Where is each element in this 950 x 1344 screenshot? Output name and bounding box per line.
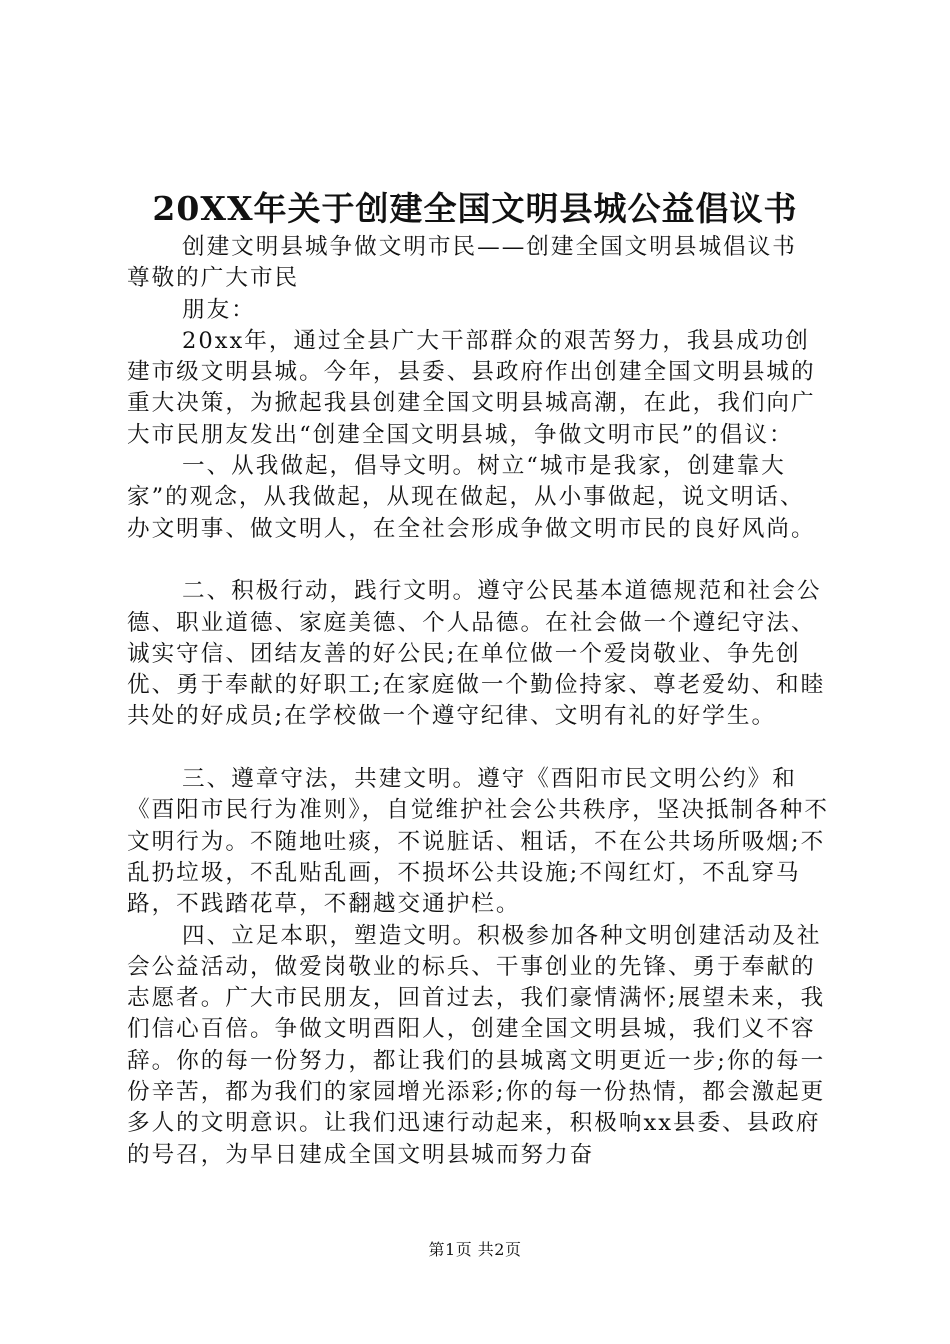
- paragraph-intro: 20xx年，通过全县广大干部群众的艰苦努力，我县成功创建市级文明县城。今年，县委、县政府作出创建全国文明县城的重大决策，为掀起我县创建全国文明县城高潮，在此，我们向广大市民朋友发出“创建全国文明县城，争做文明市民”的倡议：: [127, 327, 816, 448]
- salutation-line-1: 尊敬的广大市民: [127, 265, 300, 292]
- paragraph-item-2: 二、积极行动，践行文明。遵守公民基本道德规范和社会公德、职业道德、家庭美德、个人品德。在社会做一个遵纪守法、诚实守信、团结友善的好公民;在单位做一个爱岗敬业、争先创优、勇于奉献的好职工;在家庭做一个勤俭持家、尊老爱幼、和睦共处的好成员;在学校做一个遵守纪律、文明有礼的好学生。: [127, 578, 826, 730]
- salutation-line-2: 朋友：: [182, 296, 256, 323]
- paragraph-item-1: 一、从我做起，倡导文明。树立“城市是我家，创建靠大家”的观念，从我做起，从现在做起，从小事做起，说文明话、办文明事、做文明人，在全社会形成争做文明市民的良好风尚。: [127, 453, 816, 542]
- paragraph-item-4: 四、立足本职，塑造文明。积极参加各种文明创建活动及社会公益活动，做爱岗敬业的标兵、干事创业的先锋、勇于奉献的志愿者。广大市民朋友，回首过去，我们豪情满怀;展望未来，我们信心百倍。争做文明酉阳人，创建全国文明县城，我们义不容辞。你的每一份努力，都让我们的县城离文明更近一步;你的每一份辛苦，都为我们的家园增光添彩;你的每一份热情，都会激起更多人的文明意识。让我们迅速行动起来，积极响xx县委、县政府的号召，为早日建成全国文明县城而努力奋: [127, 922, 826, 1168]
- paragraph-spacer: [127, 545, 829, 576]
- document-body: [127, 232, 829, 1171]
- page-number-footer: 第1页 共2页: [428, 1240, 522, 1259]
- document-title: 20XX年关于创建全国文明县城公益倡议书: [152, 189, 798, 228]
- document-subtitle: 创建文明县城争做文明市民——创建全国文明县城倡议书: [182, 234, 797, 260]
- paragraph-spacer: [127, 733, 829, 764]
- paragraph-item-3: 三、遵章守法，共建文明。遵守《酉阳市民文明公约》和《酉阳市民行为准则》，自觉维护社会公共秩序，坚决抵制各种不文明行为。不随地吐痰，不说脏话、粗话，不在公共场所吸烟;不乱扔垃圾，不乱贴乱画，不损坏公共设施;不闯红灯，不乱穿马路，不践踏花草，不翻越交通护栏。: [127, 766, 829, 918]
